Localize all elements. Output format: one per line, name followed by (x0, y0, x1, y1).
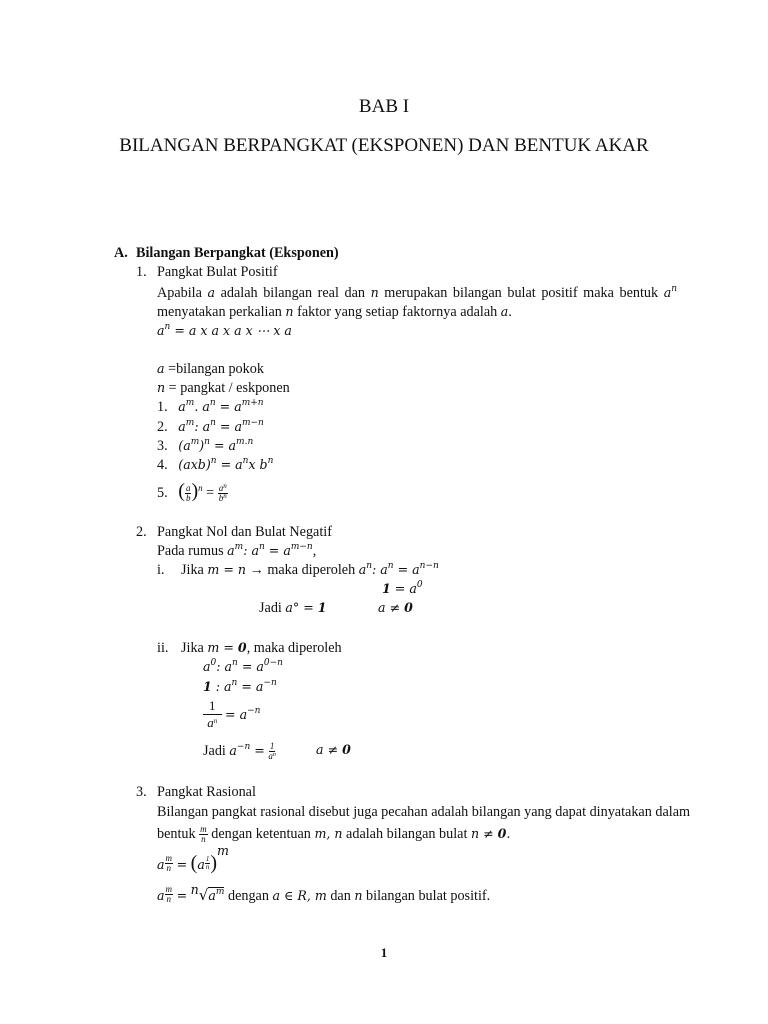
s3-title: Pangkat Rasional (157, 784, 256, 800)
var-a-pow-n: 𝑎$^𝑛$ (663, 284, 677, 300)
s2-i-text: Jika 𝑚 = 𝑛 → maka diperoleh 𝑎$^𝑛$: 𝑎$^𝑛$ = 𝑎$^{𝑛-𝑛}$ (181, 561, 439, 578)
frac-numerator: 1 (203, 698, 222, 715)
s1-formula: 𝑎$^𝑛$ = 𝑎 𝑥 𝑎 𝑥 𝑎 𝑥 ⋯ 𝑥 𝑎 (157, 322, 292, 338)
s2-i-result: 1 = 𝑎$^0$ (382, 580, 423, 596)
s2-ii-condition: 𝑎 ≠ 0 (316, 742, 351, 757)
s3-formula2: 𝑎 $\frac{m}{n}$ = $^n$√𝑎$^𝑚$ dengan 𝑎 ∈ 𝑅, 𝑚 dan 𝑛 bilangan bulat positif. (157, 882, 491, 904)
s3-paragraph-line1: Bilangan pangkat rasional disebut juga pecahan adalah bilangan yang dapat dinyatakan dalam (157, 804, 691, 820)
s2-intro: Pada rumus 𝑎$^𝑚$: 𝑎$^𝑛$ = 𝑎$^{𝑚-𝑛}$, (157, 542, 317, 559)
s2-ii-label: ii. (157, 640, 169, 656)
chapter-title: BILANGAN BERPANGKAT (EKSPONEN) DAN BENTUK AKAR (119, 135, 649, 156)
s2-i-jadi: Jadi 𝑎° = 1 (259, 600, 327, 616)
s1-paragraph-line2: menyatakan perkalian 𝑛 faktor yang setiap faktornya adalah 𝑎. (157, 304, 512, 320)
s1-label: 1. (136, 264, 147, 280)
def-exponent: 𝑛 = pangkat / eskponen (157, 380, 290, 396)
s2-ii-line1: 𝑎$^0$: 𝑎$^𝑛$ = 𝑎$^{0-𝑛}$ (203, 658, 283, 674)
page-number: 1 (380, 945, 388, 960)
s2-ii-line2: 1 : 𝑎$^𝑛$ = 𝑎$^{-𝑛}$ (203, 678, 277, 694)
s2-label: 2. (136, 524, 147, 540)
def-base: 𝑎 =bilangan pokok (157, 361, 264, 377)
rule-5: 5. ( $\frac{a}{b}$ )$^n$ = $\frac{a^n}{b^n}$ (157, 480, 227, 504)
s3-formula1: 𝑎 $\frac{m}{n}$ = (𝑎 $\frac{1}{n}$ )$^m$ (157, 843, 229, 874)
s3-label: 3. (136, 784, 147, 800)
section-a-label: A. (114, 245, 128, 261)
s3-paragraph-line2: bentuk $\frac{m}{n}$ dengan ketentuan 𝑚, 𝑛 adalah bilangan bulat 𝑛 ≠ 0. (157, 824, 511, 845)
s1-paragraph-line1: Apabila 𝑎 adalah bilangan real dan 𝑛 merupakan bilangan bulat positif maka bentuk 𝑎$^𝑛$ (157, 284, 677, 301)
s2-i-label: i. (157, 562, 165, 578)
rule-2: 2. 𝑎$^𝑚$: 𝑎$^𝑛$ = 𝑎$^{𝑚-𝑛}$ (157, 418, 264, 435)
var-n: 𝑛 (370, 285, 379, 300)
section-a-title: Bilangan Berpangkat (Eksponen) (136, 245, 339, 261)
chapter-label: BAB I (358, 96, 410, 117)
s2-i-condition: 𝑎 ≠ 0 (378, 600, 413, 615)
s1-title: Pangkat Bulat Positif (157, 264, 278, 280)
rule-3: 3. (𝑎$^𝑚$)$^𝑛$ = 𝑎$^{𝑚.𝑛}$ (157, 437, 254, 454)
s2-title: Pangkat Nol dan Bulat Negatif (157, 524, 332, 540)
rule-4: 4. (𝑎𝑥𝑏)$^𝑛$ = 𝑎$^𝑛$𝑥 𝑏$^𝑛$ (157, 456, 274, 473)
s2-ii-fraction: $\frac{1}{a^n}$ = 𝑎$^{-n}$ (203, 698, 260, 738)
rule-1: 1. 𝑎$^𝑚$. 𝑎$^𝑛$ = 𝑎$^{𝑚+𝑛}$ (157, 398, 264, 415)
s2-ii-text: Jika 𝑚 = 0, maka diperoleh (181, 640, 342, 656)
s2-ii-jadi: Jadi 𝑎$^{-𝑛}$ = $\frac{1}{a^n}$ (203, 741, 276, 762)
var-a: 𝑎 (207, 285, 216, 300)
